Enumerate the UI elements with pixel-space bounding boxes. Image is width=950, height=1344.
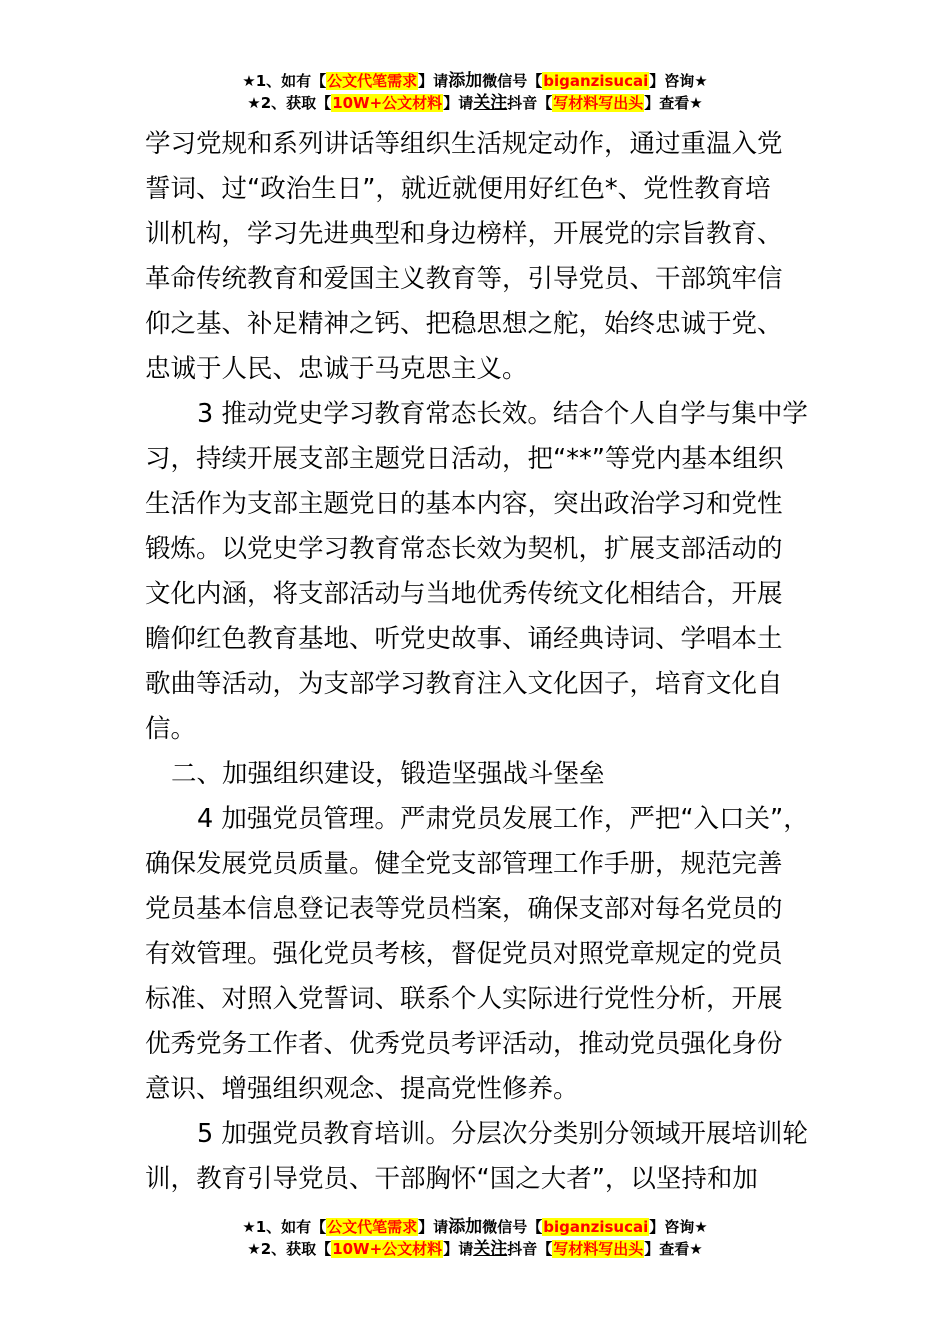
text-line: 忠诚于人民、忠诚于马克思主义。 bbox=[145, 354, 528, 384]
promo-text: 】咨询★ bbox=[649, 72, 708, 90]
text-line: 文化内涵，将支部活动与当地优秀传统文化相结合，开展 bbox=[145, 579, 783, 609]
text-line: 生活作为支部主题党日的基本内容，突出政治学习和党性 bbox=[145, 489, 783, 519]
promo-text: 】咨询★ bbox=[649, 1218, 708, 1236]
paragraph-4 bbox=[145, 797, 811, 1112]
promo-highlight: 公文代笔需求 bbox=[327, 1218, 418, 1236]
promo-text: 】查看★ bbox=[644, 1240, 703, 1258]
promo-text: 关注 bbox=[473, 93, 508, 113]
document-body bbox=[145, 122, 811, 1202]
promo-text: 】查看★ bbox=[644, 94, 703, 112]
promo-line-1 bbox=[0, 70, 950, 92]
promo-highlight: 10W+公文材料 bbox=[332, 94, 443, 112]
text-line: 5 加强党员教育培训。分层次分类别分领域开展培训轮 bbox=[197, 1119, 808, 1149]
paragraph-5 bbox=[145, 1112, 811, 1202]
promo-text: ★1、如有【 bbox=[242, 72, 327, 90]
text-line: 确保发展党员质量。健全党支部管理工作手册，规范完善 bbox=[145, 849, 783, 879]
text-line: 有效管理。强化党员考核，督促党员对照党章规定的党员 bbox=[145, 939, 783, 969]
wechat-id-highlight: biganzisucai bbox=[543, 1218, 649, 1236]
promo-line-2 bbox=[0, 92, 950, 114]
promo-text: 添加 bbox=[448, 1217, 483, 1237]
text-line: 党员基本信息登记表等党员档案，确保支部对每名党员的 bbox=[145, 894, 783, 924]
text-line: 歌曲等活动，为支部学习教育注入文化因子，培育文化自 bbox=[145, 669, 783, 699]
promo-highlight: 10W+公文材料 bbox=[332, 1240, 443, 1258]
paragraph-3 bbox=[145, 392, 811, 752]
text-line: 训机构，学习先进典型和身边榜样，开展党的宗旨教育、 bbox=[145, 219, 783, 249]
promo-line-1 bbox=[0, 1216, 950, 1238]
text-line: 优秀党务工作者、优秀党员考评活动，推动党员强化身份 bbox=[145, 1029, 783, 1059]
douyin-account-highlight: 写材料写出头 bbox=[553, 94, 644, 112]
promo-text: 关注 bbox=[473, 1239, 508, 1259]
text-line: 习，持续开展支部主题党日活动，把“**”等党内基本组织 bbox=[145, 444, 784, 474]
text-line: 革命传统教育和爱国主义教育等，引导党员、干部筑牢信 bbox=[145, 264, 783, 294]
promo-text: 】请 bbox=[443, 94, 474, 112]
text-line: 4 加强党员管理。严肃党员发展工作，严把“入口关”， bbox=[197, 804, 809, 834]
promo-text: 添加 bbox=[448, 71, 483, 91]
text-line: 学习党规和系列讲话等组织生活规定动作，通过重温入党 bbox=[145, 129, 783, 159]
text-line: 3 推动党史学习教育常态长效。结合个人自学与集中学 bbox=[197, 399, 808, 429]
paragraph-2-continued bbox=[145, 122, 811, 392]
text-line: 意识、增强组织观念、提高党性修养。 bbox=[145, 1074, 579, 1104]
promo-text: 微信号【 bbox=[482, 1218, 543, 1236]
text-line: 训，教育引导党员、干部胸怀“国之大者”，以坚持和加 bbox=[145, 1164, 758, 1194]
promo-text: 】请 bbox=[418, 72, 449, 90]
wechat-id-highlight: biganzisucai bbox=[543, 72, 649, 90]
promo-line-2 bbox=[0, 1238, 950, 1260]
promo-banner-top bbox=[0, 70, 950, 114]
promo-text: 微信号【 bbox=[482, 72, 543, 90]
promo-banner-bottom bbox=[0, 1216, 950, 1260]
douyin-account-highlight: 写材料写出头 bbox=[553, 1240, 644, 1258]
promo-highlight: 公文代笔需求 bbox=[327, 72, 418, 90]
promo-text: 】请 bbox=[443, 1240, 474, 1258]
text-line: 瞻仰红色教育基地、听党史故事、诵经典诗词、学唱本土 bbox=[145, 624, 783, 654]
text-line: 锻炼。以党史学习教育常态长效为契机，扩展支部活动的 bbox=[145, 534, 783, 564]
text-line: 仰之基、补足精神之钙、把稳思想之舵，始终忠诚于党、 bbox=[145, 309, 783, 339]
promo-text: 抖音【 bbox=[507, 94, 553, 112]
text-line: 誓词、过“政治生日”，就近就便用好红色*、党性教育培 bbox=[145, 174, 771, 204]
text-line: 信。 bbox=[145, 714, 197, 744]
promo-text: 抖音【 bbox=[507, 1240, 553, 1258]
promo-text: ★2、获取【 bbox=[247, 1240, 332, 1258]
text-line: 标准、对照入党誓词、联系个人实际进行党性分析，开展 bbox=[145, 984, 783, 1014]
promo-text: ★1、如有【 bbox=[242, 1218, 327, 1236]
promo-text: ★2、获取【 bbox=[247, 94, 332, 112]
section-heading-2: 二、加强组织建设，锻造坚强战斗堡垒 bbox=[171, 759, 605, 789]
promo-text: 】请 bbox=[418, 1218, 449, 1236]
